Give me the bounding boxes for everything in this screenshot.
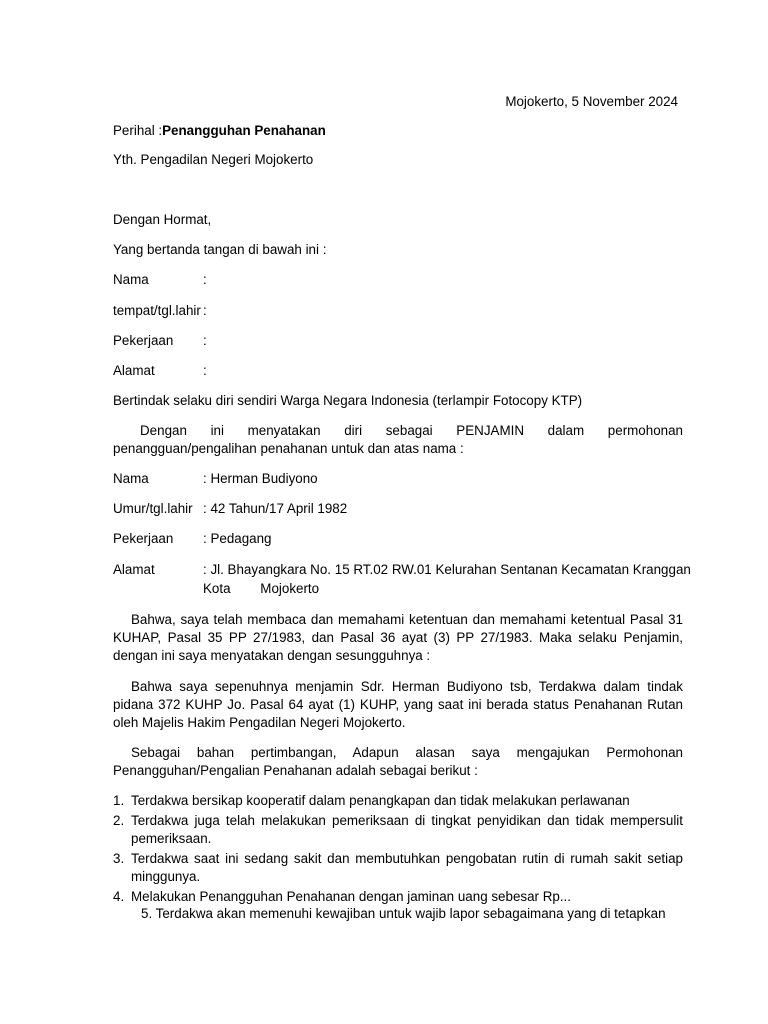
list-item bbox=[113, 850, 683, 886]
list-item bbox=[113, 792, 683, 810]
field-label: Nama bbox=[113, 471, 149, 486]
list-number: 1. bbox=[113, 793, 125, 808]
list-text: Melakukan Penangguhan Penahanan dengan jaminan uang sebesar Rp... bbox=[131, 889, 571, 904]
list-number: 3. bbox=[113, 851, 125, 866]
place-date: Mojokerto, 5 November 2024 bbox=[505, 94, 678, 109]
field-label: Pekerjaan bbox=[113, 333, 174, 348]
paragraph-understanding: Bahwa, saya telah membaca dan memahami ketentuan dan memahami ketentual Pasal 31 KUHAP, Pasal 35 PP 27/1983, dan Pasal 36 ayat (3) PP 27/1983. Maka selaku Penjamin, dengan ini saya menyatakan dengan sesungguhnya : bbox=[113, 612, 683, 663]
reason-five: 5. Terdakwa akan memenuhi kewajiban untuk wajib lapor sebagaimana yang di tetapkan bbox=[141, 906, 666, 921]
subject-line bbox=[113, 122, 326, 140]
subject-value: Penangguhan Penahanan bbox=[162, 123, 326, 138]
field-value: : Herman Budiyono bbox=[203, 471, 318, 486]
field-value-cont: Kota Mojokerto bbox=[203, 581, 320, 596]
intro-text: Yang bertanda tangan di bawah ini : bbox=[113, 242, 327, 257]
guarantor-statement: Dengan ini menyatakan diri sebagai PENJAMIN dalam permohonan penangguan/pengalihan penahanan untuk dan atas nama : bbox=[113, 423, 683, 456]
field-colon: : bbox=[203, 333, 207, 348]
field-value: : 42 Tahun/17 April 1982 bbox=[203, 501, 348, 516]
field-colon: : bbox=[203, 272, 207, 287]
greeting: Dengan Hormat, bbox=[113, 212, 212, 227]
field-colon: : bbox=[203, 363, 207, 378]
field-label: Umur/tgl.lahir bbox=[113, 501, 193, 516]
field-label: Alamat bbox=[113, 562, 155, 577]
list-number: 2. bbox=[113, 813, 125, 828]
list-text: Terdakwa saat ini sedang sakit dan membutuhkan pengobatan rutin di rumah sakit setiap minggunya. bbox=[131, 851, 683, 884]
list-item bbox=[113, 812, 683, 848]
field-label: tempat/tgl.lahir bbox=[113, 303, 201, 318]
list-item bbox=[113, 888, 683, 906]
citizen-statement: Bertindak selaku diri sendiri Warga Negara Indonesia (terlampir Fotocopy KTP) bbox=[113, 393, 583, 408]
field-label: Pekerjaan bbox=[113, 531, 174, 546]
defendant-field-address bbox=[113, 561, 691, 601]
field-label: Alamat bbox=[113, 363, 155, 378]
list-number: 4. bbox=[113, 889, 125, 904]
field-colon: : bbox=[203, 303, 207, 318]
field-value: : Jl. Bhayangkara No. 15 RT.02 RW.01 Kelurahan Sentanan Kecamatan Kranggan bbox=[203, 562, 691, 577]
subject-label: Perihal : bbox=[113, 123, 163, 138]
paragraph-guarantee: Bahwa saya sepenuhnya menjamin Sdr. Herman Budiyono tsb, Terdakwa dalam tindak pidana 372 KUHP Jo. Pasal 64 ayat (1) KUHP, yang saat ini berada status Penahanan Rutan oleh Majelis Hakim Pengadilan Negeri Mojokerto. bbox=[113, 679, 683, 730]
reasons-list bbox=[113, 792, 683, 906]
list-text: Terdakwa bersikap kooperatif dalam penangkapan dan tidak melakukan perlawanan bbox=[131, 793, 630, 808]
paragraph-reasons-intro: Sebagai bahan pertimbangan, Adapun alasan saya mengajukan Permohonan Penangguhan/Pengalian Penahanan adalah sebagai berikut : bbox=[113, 745, 683, 778]
field-value: : Pedagang bbox=[203, 531, 272, 546]
recipient: Yth. Pengadilan Negeri Mojokerto bbox=[113, 152, 314, 167]
field-label: Nama bbox=[113, 272, 149, 287]
list-text: Terdakwa juga telah melakukan pemeriksaan di tingkat penyidikan dan tidak mempersulit pemeriksaan. bbox=[131, 813, 683, 846]
